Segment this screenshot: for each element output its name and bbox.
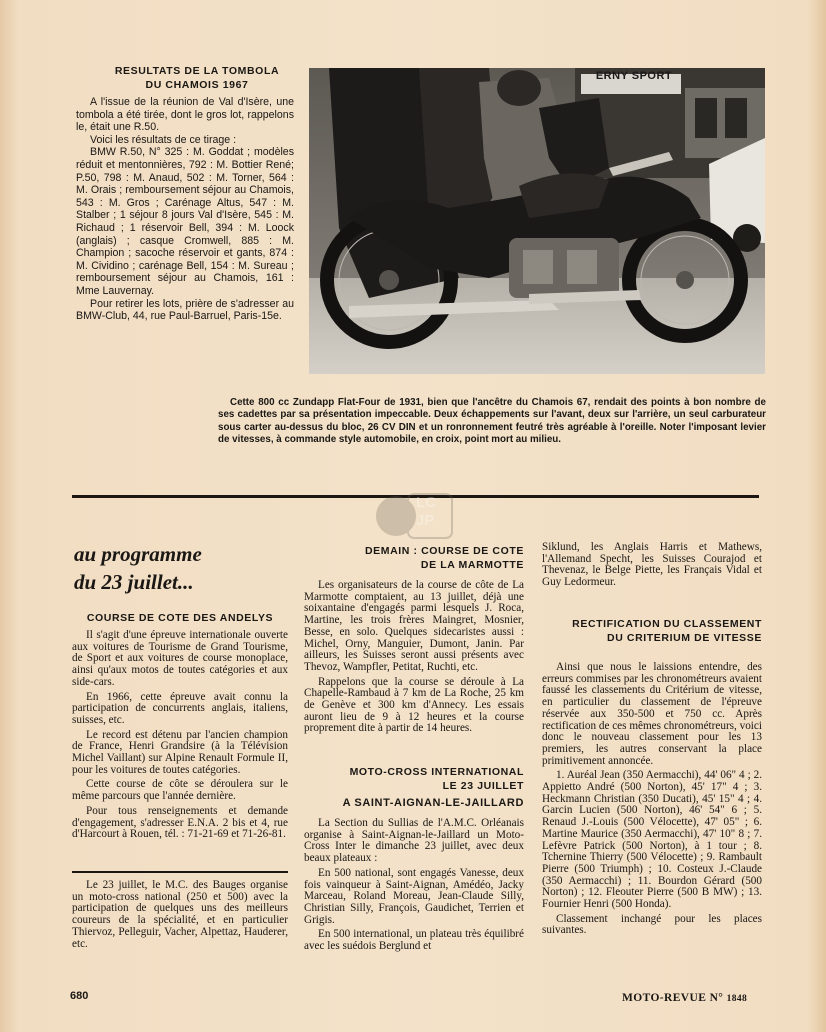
shop-sign: ERNY SPORT [595, 70, 673, 82]
bauges-body [72, 880, 288, 953]
magazine-name: MOTO-REVUE N° [622, 992, 724, 1004]
andelys-title: COURSE DE COTE DES ANDELYS [86, 612, 274, 624]
marmotte-paragraph: Rappelons que la course se déroule à La Chapelle-Rambaud à 7 km de La Roche, 25 km de Genève et 300 km d'Annecy. Les essais auront lieu de 9 à 12 heures et la course proprement dite à partir de 14 heures. [304, 675, 524, 735]
motocross-continuation-text: Siklund, les Anglais Harris et Mathews, l'Allemand Specht, les Suisses Courajod et Thevenaz, le Belge Piette, les Français Vidal et Guy Ledormeur. [542, 541, 762, 589]
photo-caption-text: Cette 800 cc Zundapp Flat-Four de 1931, bien que l'ancêtre du Chamois 67, rendait des points à bon nombre de ses cadettes par sa présentation impeccable. Deux échappements sur l'avant, deux sur l'arrière, un seul carburateur sous carter au-dessus du bloc, 26 CV DIN et un ronronnement feutré très agréable à l'oreille. Noter l'imposant levier de vitesses, à commande style automobile, en croix, point mort au milieu. [218, 397, 766, 445]
rectification-title [540, 617, 762, 645]
rectification-title-line1: RECTIFICATION DU CLASSEMENT [572, 618, 762, 630]
rectification-paragraph: Classement inchangé pour les places suivantes. [542, 912, 762, 937]
tombola-paragraph: A l'issue de la réunion de Val d'Isère, une tombola a été tirée, dont le gros lot, rappelons le, était une R.50. [76, 96, 294, 134]
andelys-paragraph: Le record est détenu par l'ancien champion de France, Henri Grandsire (à la Télévision Michel Vaillant) sur Alpine Renault Formule II, pour les voitures de toutes catégories. [72, 728, 288, 776]
marmotte-title-line1: DEMAIN : COURSE DE COTE [364, 545, 524, 557]
motocross-title [302, 765, 524, 810]
watermark-emblem-icon [372, 488, 456, 544]
andelys-body [72, 630, 288, 844]
rectification-paragraph: Ainsi que nous le laissions entendre, des erreurs commises par les chronométreurs avaient faussé les classements du Critérium de vitesse, en particulier du classement de l'épreuve réservée aux 350-500 et 750 cc. Après rectification de ces mêmes chronométreurs, voici donc le nouveau classement pour les 13 premiers, les autres conservant la place primitivement annoncée. [542, 661, 762, 767]
motocross-title-line2: LE 23 JUILLET [442, 780, 524, 792]
tombola-title-line1: RESULTATS DE LA TOMBOLA [114, 65, 280, 77]
watermark-logo [372, 488, 456, 544]
marmotte-paragraph: Les organisateurs de la course de côte de La Marmotte comptaient, au 13 juillet, déjà une soixantaine d'engagés parmi lesquels J. Roca, Martine, les trois frères Maingret, Mosnier, Besse, en solo. Quelques sidecaristes aussi : Michel, Orny, Manguier, Dumont, Janin. Par ailleurs, les Suisses seront aussi présents avec Thevoz, Wampfler, Petitat, Ruchti, etc. [304, 579, 524, 673]
tombola-paragraph: Pour retirer les lots, prière de s'adresser au BMW-Club, 44, rue Paul-Barruel, Paris-15e. [76, 297, 294, 323]
motocross-paragraph: La Section du Sullias de l'A.M.C. Orléanais organise à Saint-Aignan-le-Jaillard un Moto-Cross Inter le dimanche 23 juillet, avec deux beaux plateaux : [304, 817, 524, 865]
bauges-paragraph: Le 23 juillet, le M.C. des Bauges organise un moto-cross national (250 et 500) avec la participation de quelques uns des meilleurs coureurs de la spécialité, et en particulier Thiervoz, Pelleguir, Vacher, Alpettaz, Hauderer, etc. [72, 879, 288, 950]
andelys-paragraph: Cette course de côte se déroulera sur le même parcours que l'année dernière. [72, 778, 288, 803]
rectification-body [542, 662, 762, 940]
tombola-results: BMW R.50, N° 325 : M. Goddat ; modèles réduit et mentonnières, 792 : M. Bottier René; P.50, 798 : M. Anaud, 502 : M. Torner, 564 : M. Orais ; remboursement séjour au Chamois, 543 : M. Gros ; Carénage Altus, 547 : M. Stalber ; 1 séjour 8 jours Val d'Isère, 545 : M. Richaud ; 1 réservoir Bell, 394 : M. Loock (anglais) ; casque Cromwell, 885 : M. Champion ; sacoche réservoir et gants, 874 : M. Cividino ; carénage Bell, 154 : M. Sureau ; remboursement séjour au Chamois, 161 : Mme Lauvernay. [76, 146, 294, 297]
watermark-line1: LC [416, 494, 436, 511]
tombola-title [98, 64, 296, 92]
rectification-title-line2: DU CRITERIUM DE VITESSE [607, 632, 762, 644]
marmotte-title-line2: DE LA MARMOTTE [420, 559, 524, 571]
issue-number: 1848 [726, 994, 748, 1004]
zundapp-motorcycle-image [309, 68, 765, 374]
programme-title [74, 540, 284, 596]
motorcycle-photo [309, 68, 765, 374]
rectification-results: 1. Auréal Jean (350 Aermacchi), 44' 06" 4 ; 2. Appietto André (500 Norton), 45' 17" 4 ; 3. Heckmann Christian (350 Ducati), 45' 15" 4 ; 4. Garcin Lucien (500 Norton), 46' 54" 6 ; 5. Renaud J.-Louis (500 Vélocette), 47' 05" ; 6. Martine Maurice (350 Aermacchi), 47' 10" 8 ; 7. Lefèvre Patrick (500 Norton), à 1 tour ; 8. Tchernine Thierry (500 Vélocette) ; 9. Rambault Pierre (500 Triumph) ; 10. Costeux J.-Claude (350 Aermacchi) ; 11. Bourdon Gérard (500 Norton) ; 12. Fleouter Pierre (500 B MW) ; 13. Fournier Henri (500 Honda). [542, 769, 762, 911]
andelys-paragraph: Pour tous renseignements et demande d'engagement, s'adresser E.N.A. 2 bis et 4, rue d'Harcourt à Rouen, tél. : 71-21-69 et 71-26-81. [72, 804, 288, 841]
motocross-title-line3: A SAINT-AIGNAN-LE-JAILLARD [342, 797, 524, 809]
page-number: 680 [70, 990, 89, 1002]
motocross-title-line1: MOTO-CROSS INTERNATIONAL [349, 766, 524, 778]
column-rule [72, 871, 288, 873]
tombola-body [76, 96, 294, 323]
programme-title-line2: du 23 juillet... [74, 570, 194, 594]
motocross-body [304, 818, 524, 956]
andelys-paragraph: En 1966, cette épreuve avait connu la participation de concurrents anglais, italiens, suisses, etc. [72, 690, 288, 726]
marmotte-body [304, 580, 524, 738]
photo-caption [218, 397, 766, 446]
motocross-paragraph: En 500 international, un plateau très équilibré avec les suédois Berglund et [304, 928, 524, 953]
marmotte-title [302, 544, 524, 572]
watermark-line2: JP [416, 512, 435, 529]
programme-title-line1: au programme [74, 542, 202, 566]
tombola-paragraph: Voici les résultats de ce tirage : [90, 133, 237, 146]
motocross-continuation [542, 542, 762, 592]
magazine-footer [622, 992, 747, 1004]
motocross-paragraph: En 500 national, sont engagés Vanesse, deux fois vainqueur à Saint-Aignan, Amédéo, Jacky Marceau, Roland Moreau, Jean-Claude Silly, Christian Silly, François, Gaudichet, Terrien et Grigis. [304, 866, 524, 926]
andelys-paragraph: Il s'agit d'une épreuve internationale ouverte aux voitures de Tourisme de Grand Tourisme, de Sport et aux voitures de course monoplace, ainsi qu'aux motos de toutes catégories et aux side-cars. [72, 629, 288, 688]
tombola-title-line2: DU CHAMOIS 1967 [145, 79, 249, 91]
